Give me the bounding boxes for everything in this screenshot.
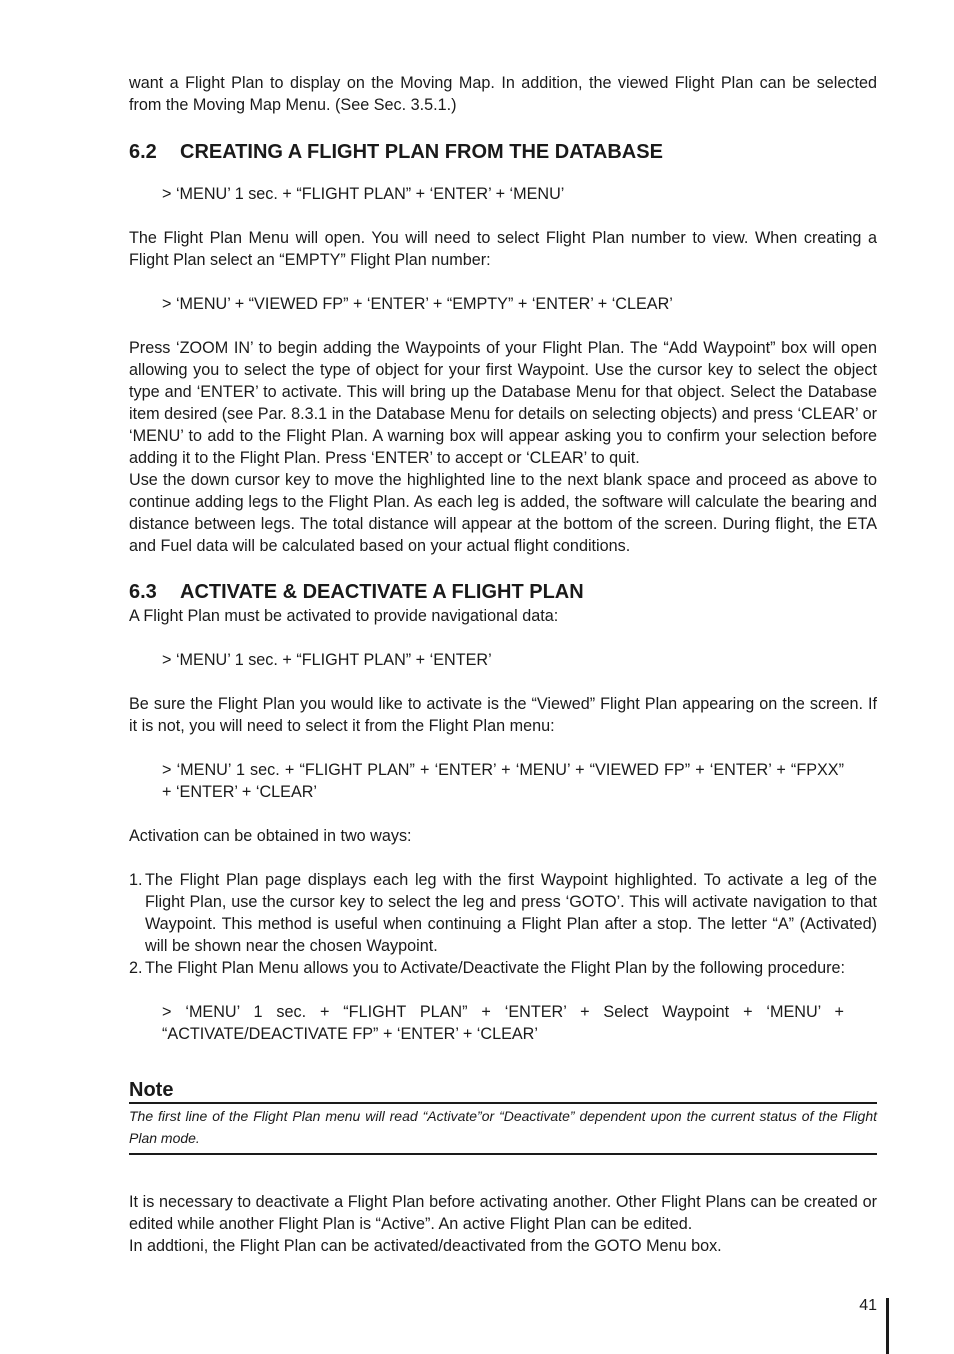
list-item [129,869,877,957]
command-line: > ‘MENU’ 1 sec. + “FLIGHT PLAN” + ‘ENTER’ [162,651,492,669]
list-item [129,957,877,979]
section-number: 6.2 [129,141,157,163]
intro-paragraph: want a Flight Plan to display on the Moving Map. In addition, the viewed Flight Plan can be selected from the Moving Map Menu. (See Sec. 3.5.1.) [129,74,877,114]
section-title: ACTIVATE & DEACTIVATE A FLIGHT PLAN [180,581,584,603]
paragraph: A Flight Plan must be activated to provide navigational data: [129,607,559,625]
command-line: > ‘MENU’ 1 sec. + “FLIGHT PLAN” + ‘ENTER’ + Select Waypoint + ‘MENU’ + “ACTIVATE/DEACTIVATE FP” + ‘ENTER’ + ‘CLEAR’ [162,1003,844,1043]
paragraph: Press ‘ZOOM IN’ to begin adding the Waypoints of your Flight Plan. The “Add Waypoint” box will open allowing you to select the type of object for your first Waypoint. Use the cursor key to select the object type and ‘ENTER’ to activate. This will bring up the Database Menu for that object. Select the Database item desired (see Par. 8.3.1 in the Database Menu for details on selecting objects) and press ‘CLEAR’ or ‘MENU’ to add to the Flight Plan. A warning box will appear asking you to confirm your selection before adding it to the Flight Plan. Press ‘ENTER’ to accept or ‘CLEAR’ to quit. [129,339,877,467]
list-number: 2. [129,959,143,977]
paragraph: It is necessary to deactivate a Flight Plan before activating another. Other Flight Plans can be created or edited while another Flight Plan is “Active”. An active Flight Plan can be edited. [129,1193,877,1233]
paragraph: Use the down cursor key to move the highlighted line to the next blank space and proceed as above to continue adding legs to the Flight Plan. As each leg is added, the software will calculate the bearing and distance between legs. The total distance will appear at the bottom of the screen. During flight, the ETA and Fuel data will be calculated based on your actual flight conditions. [129,471,877,555]
command-line: > ‘MENU’ 1 sec. + “FLIGHT PLAN” + ‘ENTER’ + ‘MENU’ + “VIEWED FP” + ‘ENTER’ + “FPXX” + ‘ENTER’ + ‘CLEAR’ [162,761,844,801]
list-text: The Flight Plan Menu allows you to Activate/Deactivate the Flight Plan by the following procedure: [145,959,846,977]
note-text: The first line of the Flight Plan menu will read “Activate”or “Deactivate” dependent upon the current status of the Flight Plan mode. [129,1108,877,1146]
paragraph: Be sure the Flight Plan you would like to activate is the “Viewed” Flight Plan appearing on the screen. If it is not, you will need to select it from the Flight Plan menu: [129,695,877,735]
command-line: > ‘MENU’ 1 sec. + “FLIGHT PLAN” + ‘ENTER’ + ‘MENU’ [162,185,565,203]
list-number: 1. [129,871,143,889]
page-number: 41 [859,1297,877,1314]
paragraph: Activation can be obtained in two ways: [129,827,412,845]
section-title: CREATING A FLIGHT PLAN FROM THE DATABASE [180,141,663,163]
paragraph: The Flight Plan Menu will open. You will need to select Flight Plan number to view. When creating a Flight Plan select an “EMPTY” Flight Plan number: [129,229,877,269]
command-line: > ‘MENU’ + “VIEWED FP” + ‘ENTER’ + “EMPTY” + ‘ENTER’ + ‘CLEAR’ [162,295,673,313]
note-box [129,1078,877,1155]
section-number: 6.3 [129,581,157,603]
page-edge-bar [886,1298,889,1354]
note-title: Note [129,1079,174,1101]
section-6-3-heading [129,579,877,605]
section-6-2-heading [129,139,877,165]
list-text: The Flight Plan page displays each leg with the first Waypoint highlighted. To activate a leg of the Flight Plan, use the cursor key to select the leg and press ‘GOTO’. This will activate navigation to that Waypoint. This method is useful when continuing a Flight Plan after a stop. The letter “A” (Activated) will be shown near the chosen Waypoint. [145,871,877,955]
paragraph: In addtioni, the Flight Plan can be activated/deactivated from the GOTO Menu box. [129,1237,722,1255]
page-body [129,72,877,1257]
